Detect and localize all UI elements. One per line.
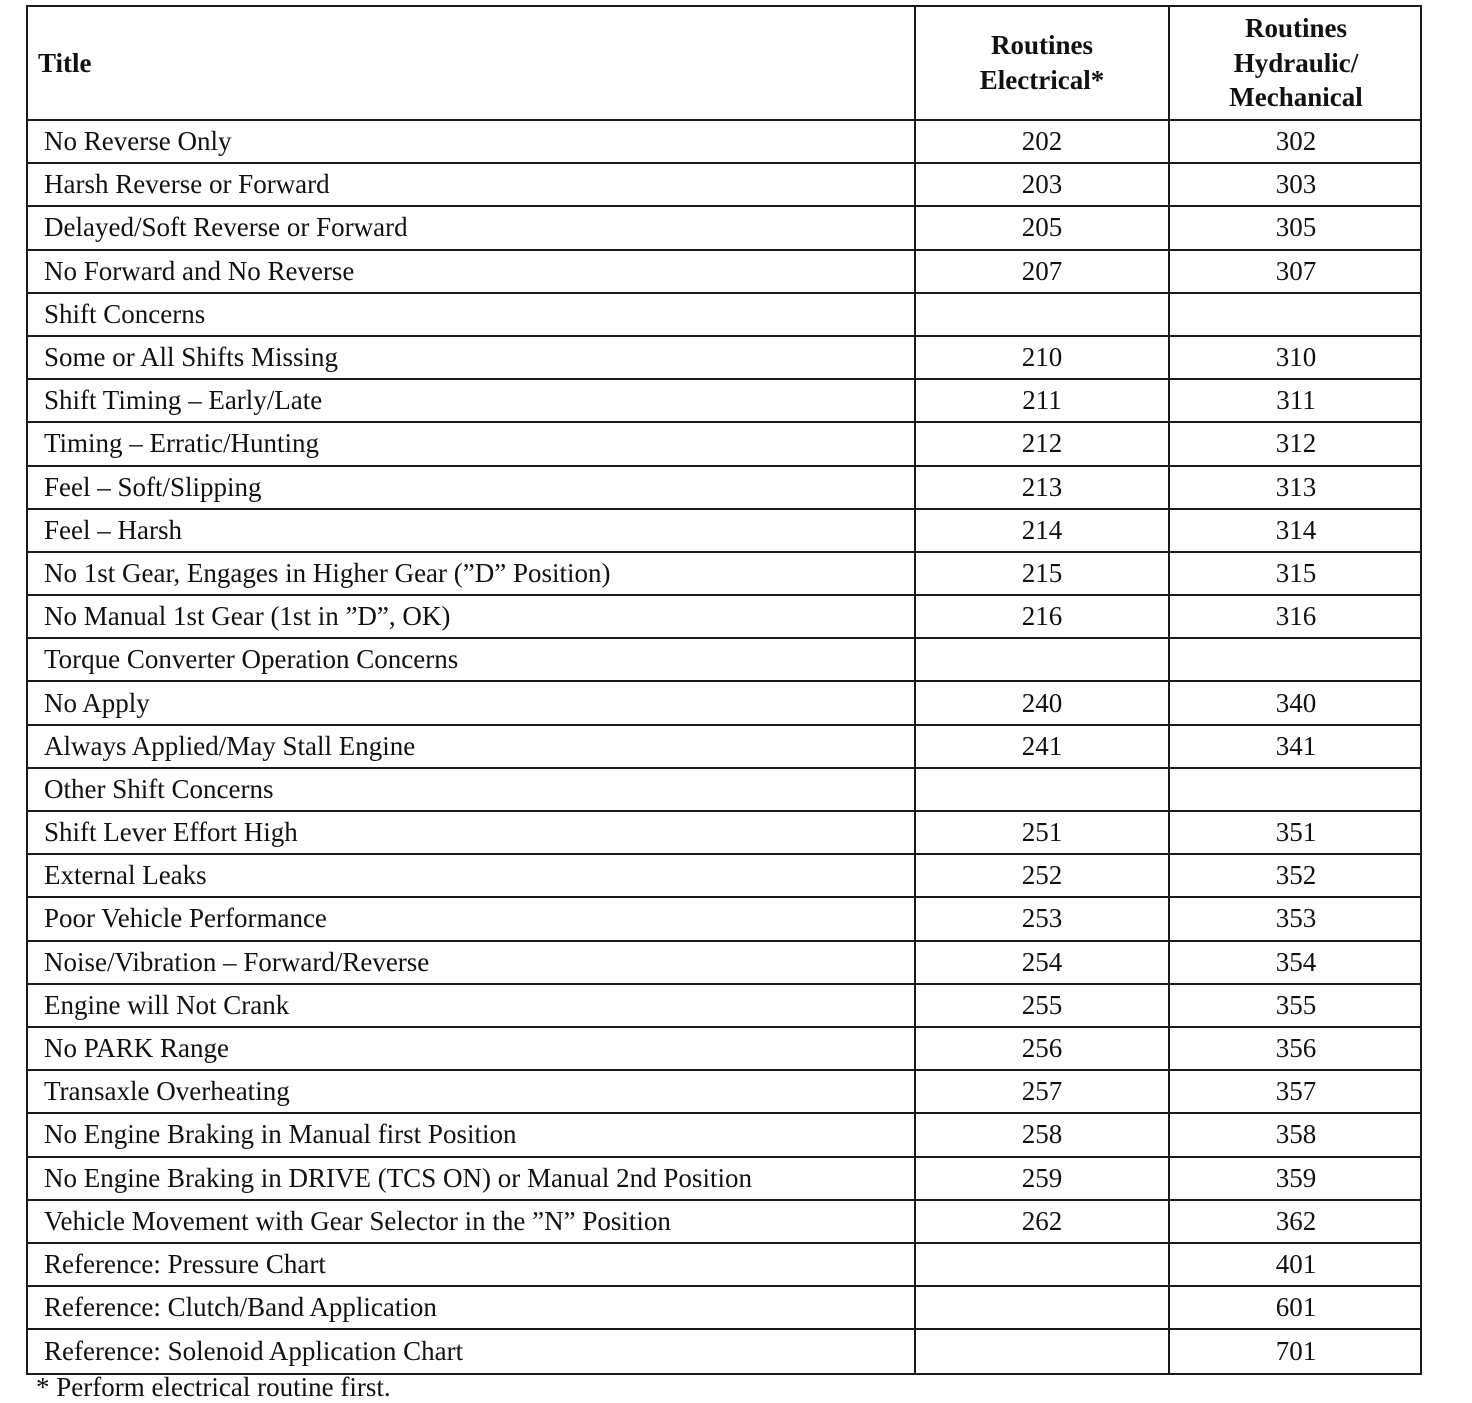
header-hydraulic — [1170, 7, 1422, 121]
cell-hydraulic-text: 354 — [1275, 946, 1317, 977]
cell-title-text: Torque Converter Operation Concerns — [44, 644, 459, 675]
cell-electrical — [916, 812, 1170, 855]
cell-title — [28, 207, 916, 250]
cell-title-text: Engine will Not Crank — [44, 989, 290, 1020]
cell-title — [28, 553, 916, 596]
cell-hydraulic — [1170, 510, 1422, 553]
cell-hydraulic-text: 401 — [1275, 1248, 1317, 1279]
cell-hydraulic — [1170, 337, 1422, 380]
cell-title-text: Reference: Pressure Chart — [44, 1248, 326, 1279]
cell-electrical — [916, 898, 1170, 941]
cell-hydraulic — [1170, 423, 1422, 466]
cell-hydraulic-text: 311 — [1276, 385, 1316, 416]
cell-electrical — [916, 596, 1170, 639]
cell-title — [28, 596, 916, 639]
cell-electrical-text: 216 — [1021, 601, 1063, 632]
cell-title — [28, 769, 916, 812]
cell-hydraulic-text: 353 — [1275, 903, 1317, 934]
cell-title-text: Noise/Vibration – Forward/Reverse — [44, 946, 430, 977]
header-electrical-line-1: Routines — [990, 30, 1093, 61]
cell-hydraulic — [1170, 1158, 1422, 1201]
cell-hydraulic — [1170, 769, 1422, 812]
cell-hydraulic-text: 362 — [1275, 1205, 1317, 1236]
cell-title-text: No Forward and No Reverse — [44, 255, 355, 286]
cell-title-text: Harsh Reverse or Forward — [44, 169, 330, 200]
cell-title-text: Reference: Solenoid Application Chart — [44, 1336, 464, 1367]
cell-electrical — [916, 294, 1170, 337]
header-title-label: Title — [38, 47, 92, 78]
cell-title — [28, 423, 916, 466]
cell-hydraulic — [1170, 726, 1422, 769]
cell-hydraulic-text: 310 — [1275, 342, 1317, 373]
cell-hydraulic — [1170, 121, 1422, 164]
header-hydraulic-line-3: Mechanical — [1229, 82, 1363, 113]
cell-hydraulic — [1170, 1287, 1422, 1330]
cell-electrical-text: 205 — [1021, 212, 1063, 243]
cell-electrical-text: 251 — [1021, 817, 1063, 848]
cell-hydraulic — [1170, 812, 1422, 855]
cell-hydraulic-text: 356 — [1275, 1033, 1317, 1064]
cell-hydraulic — [1170, 251, 1422, 294]
cell-title — [28, 898, 916, 941]
header-hydraulic-line-2: Hydraulic/ — [1233, 47, 1359, 78]
cell-title — [28, 121, 916, 164]
cell-hydraulic — [1170, 639, 1422, 682]
cell-electrical — [916, 1244, 1170, 1287]
header-electrical-line-2: Electrical* — [979, 65, 1105, 95]
cell-electrical — [916, 726, 1170, 769]
cell-hydraulic — [1170, 1201, 1422, 1244]
cell-electrical — [916, 1071, 1170, 1114]
cell-hydraulic-text: 358 — [1275, 1119, 1317, 1150]
cell-title-text: Shift Lever Effort High — [44, 817, 298, 848]
cell-hydraulic — [1170, 1244, 1422, 1287]
cell-title — [28, 337, 916, 380]
cell-hydraulic — [1170, 1114, 1422, 1157]
cell-title-text: Poor Vehicle Performance — [44, 903, 327, 934]
cell-title — [28, 1244, 916, 1287]
cell-electrical-text: 212 — [1021, 428, 1063, 459]
cell-hydraulic — [1170, 1071, 1422, 1114]
cell-title-text: No Engine Braking in Manual first Position — [44, 1119, 517, 1150]
cell-electrical — [916, 423, 1170, 466]
cell-electrical-text: 252 — [1021, 860, 1063, 891]
cell-hydraulic-text: 352 — [1275, 860, 1317, 891]
cell-hydraulic-text: 340 — [1275, 687, 1317, 718]
cell-title — [28, 942, 916, 985]
cell-title — [28, 1201, 916, 1244]
cell-hydraulic-text: 601 — [1275, 1292, 1317, 1323]
cell-hydraulic-text: 359 — [1275, 1162, 1317, 1193]
cell-electrical — [916, 380, 1170, 423]
cell-electrical — [916, 121, 1170, 164]
cell-title — [28, 639, 916, 682]
cell-hydraulic — [1170, 553, 1422, 596]
cell-electrical — [916, 1158, 1170, 1201]
cell-electrical-text: 253 — [1021, 903, 1063, 934]
cell-hydraulic — [1170, 1028, 1422, 1071]
cell-electrical-text: 203 — [1021, 169, 1063, 200]
header-hydraulic-line-1: Routines — [1244, 13, 1347, 44]
cell-title — [28, 1071, 916, 1114]
cell-electrical — [916, 855, 1170, 898]
cell-electrical — [916, 1287, 1170, 1330]
cell-hydraulic-text: 313 — [1275, 471, 1317, 502]
cell-hydraulic — [1170, 1330, 1422, 1373]
cell-title — [28, 1158, 916, 1201]
cell-title — [28, 682, 916, 725]
cell-electrical — [916, 207, 1170, 250]
cell-title — [28, 985, 916, 1028]
cell-electrical-text: 214 — [1021, 514, 1063, 545]
cell-title-text: Some or All Shifts Missing — [44, 342, 339, 373]
cell-electrical-text: 262 — [1021, 1205, 1063, 1236]
cell-electrical — [916, 553, 1170, 596]
cell-title-text: Vehicle Movement with Gear Selector in the ”N” Position — [44, 1205, 671, 1236]
diagnostic-routines-table — [26, 5, 1422, 1375]
cell-title-text: Reference: Clutch/Band Application — [44, 1292, 437, 1323]
cell-electrical-text: 207 — [1021, 255, 1063, 286]
cell-hydraulic-text: 307 — [1275, 255, 1317, 286]
cell-electrical — [916, 337, 1170, 380]
cell-hydraulic — [1170, 898, 1422, 941]
cell-title-text: Delayed/Soft Reverse or Forward — [44, 212, 408, 243]
footnote: * Perform electrical routine first. — [36, 1372, 391, 1402]
cell-electrical — [916, 510, 1170, 553]
cell-hydraulic-text: 316 — [1275, 601, 1317, 632]
cell-electrical-text: 254 — [1021, 946, 1063, 977]
cell-electrical-text: 258 — [1021, 1119, 1063, 1150]
cell-title-text: Other Shift Concerns — [44, 773, 274, 804]
cell-hydraulic-text: 357 — [1275, 1076, 1317, 1107]
cell-electrical — [916, 682, 1170, 725]
cell-hydraulic-text: 314 — [1275, 514, 1317, 545]
cell-title-text: No Apply — [44, 687, 150, 718]
cell-title — [28, 1114, 916, 1157]
cell-title — [28, 164, 916, 207]
cell-title — [28, 380, 916, 423]
cell-hydraulic — [1170, 596, 1422, 639]
cell-electrical — [916, 251, 1170, 294]
cell-title — [28, 1287, 916, 1330]
cell-title — [28, 510, 916, 553]
cell-hydraulic — [1170, 942, 1422, 985]
cell-hydraulic — [1170, 294, 1422, 337]
cell-title — [28, 855, 916, 898]
cell-title — [28, 294, 916, 337]
cell-hydraulic-text: 303 — [1275, 169, 1317, 200]
cell-hydraulic — [1170, 164, 1422, 207]
cell-electrical — [916, 942, 1170, 985]
cell-title-text: No Reverse Only — [44, 126, 232, 157]
cell-hydraulic-text: 341 — [1275, 730, 1317, 761]
cell-electrical — [916, 1330, 1170, 1373]
cell-hydraulic — [1170, 380, 1422, 423]
cell-title — [28, 467, 916, 510]
cell-electrical-text: 202 — [1021, 126, 1063, 157]
cell-hydraulic-text: 355 — [1275, 989, 1317, 1020]
cell-electrical-text: 215 — [1021, 557, 1063, 588]
header-electrical — [916, 7, 1170, 121]
cell-hydraulic-text: 351 — [1275, 817, 1317, 848]
cell-title — [28, 726, 916, 769]
cell-electrical — [916, 467, 1170, 510]
cell-title-text: External Leaks — [44, 860, 207, 891]
cell-electrical — [916, 1201, 1170, 1244]
cell-title-text: No Manual 1st Gear (1st in ”D”, OK) — [44, 601, 451, 632]
cell-title-text: No 1st Gear, Engages in Higher Gear (”D” Position) — [44, 557, 611, 588]
cell-title — [28, 1028, 916, 1071]
cell-hydraulic — [1170, 207, 1422, 250]
cell-title-text: Feel – Harsh — [44, 514, 182, 545]
cell-electrical — [916, 164, 1170, 207]
cell-title-text: Shift Timing – Early/Late — [44, 385, 323, 416]
cell-title-text: Timing – Erratic/Hunting — [44, 428, 319, 459]
cell-title — [28, 1330, 916, 1373]
cell-hydraulic-text: 305 — [1275, 212, 1317, 243]
cell-hydraulic — [1170, 467, 1422, 510]
cell-title — [28, 251, 916, 294]
cell-hydraulic — [1170, 855, 1422, 898]
cell-electrical-text: 259 — [1021, 1162, 1063, 1193]
cell-hydraulic — [1170, 985, 1422, 1028]
cell-electrical-text: 213 — [1021, 471, 1063, 502]
cell-hydraulic-text: 302 — [1275, 126, 1317, 157]
cell-electrical — [916, 639, 1170, 682]
cell-title-text: Feel – Soft/Slipping — [44, 471, 262, 502]
cell-electrical-text: 210 — [1021, 342, 1063, 373]
cell-hydraulic-text: 701 — [1275, 1336, 1317, 1367]
cell-title-text: No Engine Braking in DRIVE (TCS ON) or Manual 2nd Position — [44, 1162, 752, 1193]
cell-electrical — [916, 1114, 1170, 1157]
cell-electrical — [916, 1028, 1170, 1071]
cell-electrical — [916, 985, 1170, 1028]
cell-title-text: Transaxle Overheating — [44, 1076, 290, 1107]
cell-electrical-text: 240 — [1021, 687, 1063, 718]
cell-hydraulic-text: 315 — [1275, 557, 1317, 588]
cell-electrical-text: 211 — [1022, 385, 1062, 416]
cell-electrical-text: 256 — [1021, 1033, 1063, 1064]
header-title — [28, 7, 916, 121]
cell-electrical-text: 255 — [1021, 989, 1063, 1020]
cell-title-text: Always Applied/May Stall Engine — [44, 730, 416, 761]
cell-electrical — [916, 769, 1170, 812]
cell-title-text: Shift Concerns — [44, 298, 206, 329]
cell-title — [28, 812, 916, 855]
cell-electrical-text: 241 — [1021, 730, 1063, 761]
cell-title-text: No PARK Range — [44, 1033, 230, 1064]
cell-hydraulic-text: 312 — [1275, 428, 1317, 459]
cell-electrical-text: 257 — [1021, 1076, 1063, 1107]
cell-hydraulic — [1170, 682, 1422, 725]
